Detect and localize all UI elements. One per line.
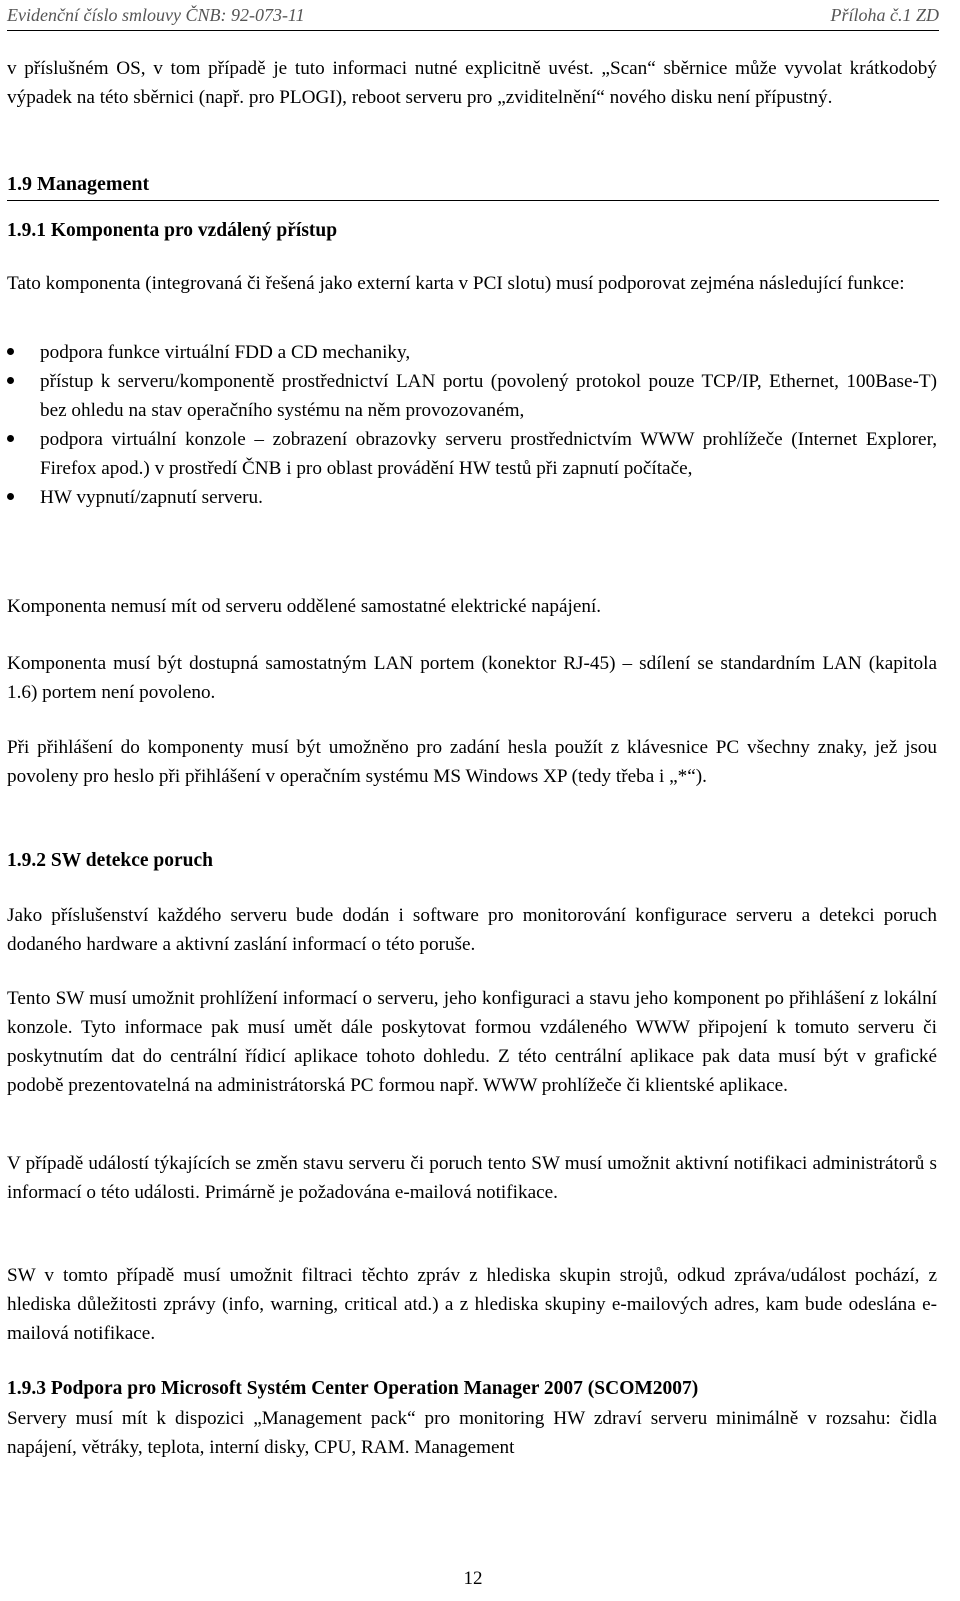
document-page: [7, 0, 939, 1601]
sw-detection-paragraph-1: Jako příslušenství každého serveru bude dodán i software pro monitorování konfigurace serveru a detekci poruch dodaného hardware a aktivní zaslání informací o této poruše.: [7, 905, 937, 955]
bullet-icon: [7, 435, 14, 442]
page-number: 12: [463, 1568, 483, 1589]
list-item: [7, 367, 937, 425]
list-item-text: podpora funkce virtuální FDD a CD mechaniky,: [40, 342, 411, 363]
bullet-icon: [7, 493, 14, 500]
intro-paragraph: v příslušném OS, v tom případě je tuto informaci nutné explicitně uvést. „Scan“ sběrnice může vyvolat krátkodobý výpadek na této sběrnici (např. pro PLOGI), reboot serveru pro „zviditelnění“ nového disku není přípustný.: [7, 58, 937, 108]
page-header: [7, 3, 939, 31]
sw-detection-paragraph-3: V případě událostí týkajících se změn stavu serveru či poruch tento SW musí umožnit aktivní notifikaci administrátorů s informací o této události. Primárně je požadována e-mailová notifikace.: [7, 1153, 937, 1203]
list-item: [7, 483, 937, 512]
list-item-text: přístup k serveru/komponentě prostřednictví LAN portu (povolený protokol pouze TCP/IP, Ethernet, 100Base-T) bez ohledu na stav operačního systému na něm provozovaném,: [40, 371, 937, 421]
attachment-label: Příloha č.1 ZD: [830, 5, 939, 25]
list-item: [7, 338, 937, 367]
contract-number: Evidenční číslo smlouvy ČNB: 92-073-11: [7, 5, 305, 25]
section-heading-1-9-1: 1.9.1 Komponenta pro vzdálený přístup: [7, 220, 338, 241]
section-heading-1-9-2: 1.9.2 SW detekce poruch: [7, 850, 214, 871]
lan-paragraph: Komponenta musí být dostupná samostatným LAN portem (konektor RJ-45) – sdílení se standardním LAN (kapitola 1.6) portem není povoleno.: [7, 653, 937, 703]
feature-list: [7, 338, 937, 512]
bullet-icon: [7, 348, 14, 355]
section-heading-1-9-3: 1.9.3 Podpora pro Microsoft Systém Center Operation Manager 2007 (SCOM2007): [7, 1378, 699, 1399]
remote-access-intro: Tato komponenta (integrovaná či řešená jako externí karta v PCI slotu) musí podporovat zejména následující funkce:: [7, 273, 905, 294]
section-heading-1-9: 1.9 Management: [7, 171, 939, 201]
power-paragraph: Komponenta nemusí mít od serveru oddělené samostatné elektrické napájení.: [7, 596, 602, 617]
list-item-text: HW vypnutí/zapnutí serveru.: [40, 487, 263, 508]
sw-detection-paragraph-2: Tento SW musí umožnit prohlížení informací o serveru, jeho konfiguraci a stavu jeho komponent po přihlášení z lokální konzole. Tyto informace pak musí umět dále poskytovat formou vzdáleného WWW připojení k tomuto serveru či poskytnutím dat do centrální řídicí aplikace tohoto dohledu. Z této centrální aplikace pak data musí být v grafické podobě prezentovatelná na administrátorská PC formou např. WWW prohlížeče či klientské aplikace.: [7, 988, 937, 1096]
scom-paragraph: Servery musí mít k dispozici „Management pack“ pro monitoring HW zdraví serveru minimálně v rozsahu: čidla napájení, větráky, teplota, interní disky, CPU, RAM. Management: [7, 1408, 937, 1458]
list-item: [7, 425, 937, 483]
login-paragraph: Při přihlášení do komponenty musí být umožněno pro zadání hesla použít z klávesnice PC všechny znaky, jež jsou povoleny pro heslo při přihlášení v operačním systému MS Windows XP (tedy třeba i „*“).: [7, 737, 937, 787]
sw-detection-paragraph-4: SW v tomto případě musí umožnit filtraci těchto zpráv z hlediska skupin strojů, odkud zpráva/událost pochází, z hlediska důležitosti zprávy (info, warning, critical atd.) a z hlediska skupiny e-mailových adres, kam bude odeslána e-mailová notifikace.: [7, 1265, 937, 1344]
bullet-icon: [7, 377, 14, 384]
list-item-text: podpora virtuální konzole – zobrazení obrazovky serveru prostřednictvím WWW prohlížeče (Internet Explorer, Firefox apod.) v prostředí ČNB i pro oblast provádění HW testů při zapnutí počítače,: [40, 429, 937, 479]
